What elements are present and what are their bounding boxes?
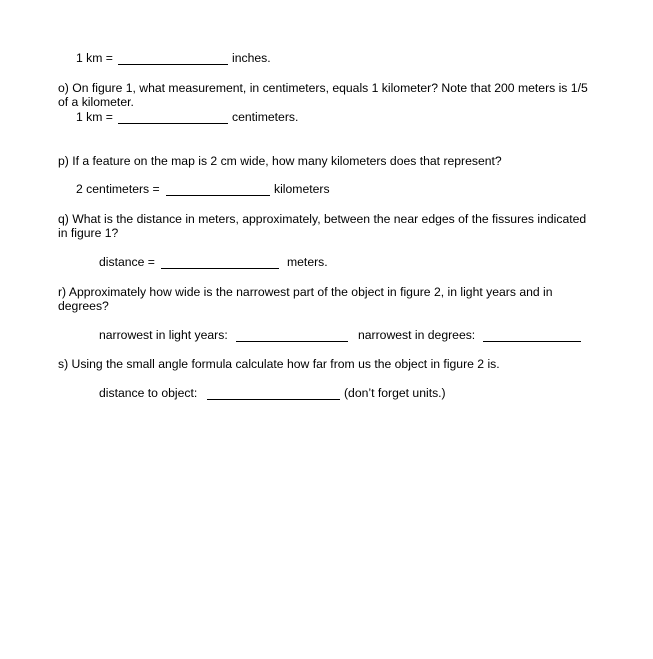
- cm-km-unit: kilometers: [274, 182, 330, 196]
- units-reminder: (don’t forget units.): [344, 386, 446, 400]
- question-p: p) If a feature on the map is 2 cm wide, how many kilometers does that represent?: [58, 154, 502, 168]
- distance-label: distance =: [99, 255, 155, 269]
- question-r: r) Approximately how wide is the narrowest part of the object in figure 2, in light years and in degrees?: [58, 285, 553, 313]
- km-cm-label: 1 km =: [76, 110, 113, 124]
- km-inches-unit: inches.: [232, 51, 271, 65]
- distance-blank[interactable]: [161, 268, 279, 269]
- distance-unit: meters.: [287, 255, 328, 269]
- light-years-blank[interactable]: [236, 341, 348, 342]
- km-inches-label: 1 km =: [76, 51, 113, 65]
- cm-km-blank[interactable]: [166, 195, 270, 196]
- km-cm-blank[interactable]: [118, 123, 228, 124]
- question-s: s) Using the small angle formula calculate how far from us the object in figure 2 is.: [58, 357, 500, 371]
- degrees-blank[interactable]: [483, 341, 581, 342]
- light-years-label: narrowest in light years:: [99, 328, 228, 342]
- km-inches-blank[interactable]: [118, 64, 228, 65]
- question-q: q) What is the distance in meters, approximately, between the near edges of the fissures indicated in figure 1?: [58, 212, 587, 240]
- object-distance-blank[interactable]: [207, 399, 340, 400]
- km-cm-unit: centimeters.: [232, 110, 299, 124]
- degrees-label: narrowest in degrees:: [358, 328, 476, 342]
- cm-km-label: 2 centimeters =: [76, 182, 160, 196]
- question-o: o) On figure 1, what measurement, in centimeters, equals 1 kilometer? Note that 200 meters is 1/5 of a kilometer.: [58, 81, 588, 109]
- object-distance-label: distance to object:: [99, 386, 198, 400]
